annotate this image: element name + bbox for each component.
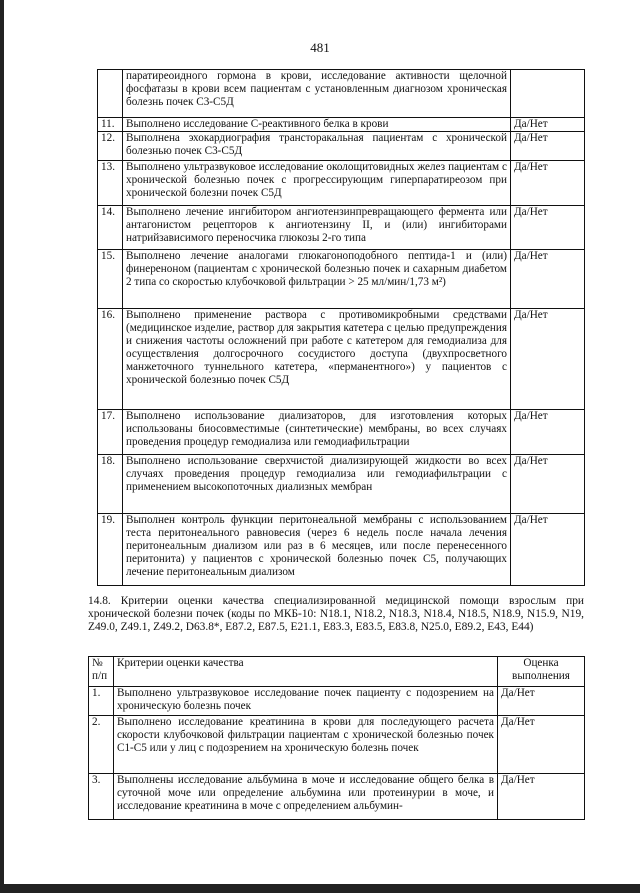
table-row	[89, 774, 585, 820]
criterion-text: паратиреоидного гормона в крови, исследование активности щелочной фосфатазы в крови всем пациентам с установленным диагнозом хроническая болезнь почек С3-С5Д	[123, 70, 511, 118]
criterion-text: Выполнено использование диализаторов, для изготовления которых использованы биосовместимые (синтетические) мембраны, во всех случаях проведения процедур гемодиализа или гемодиафильтрации	[123, 410, 511, 455]
row-number: 17.	[98, 410, 123, 455]
header-number: № п/п	[89, 657, 114, 687]
page-number: 481	[310, 40, 330, 55]
header-answer: Оценка выполнения	[498, 657, 585, 687]
answer-cell: Да/Нет	[511, 118, 585, 132]
criterion-text: Выполнена эхокардиография трансторакальная пациентам с хронической болезнью почек С3-С5Д	[123, 132, 511, 161]
answer-cell: Да/Нет	[511, 206, 585, 250]
row-number	[98, 70, 123, 118]
answer-cell: Да/Нет	[498, 716, 585, 774]
row-number: 15.	[98, 250, 123, 309]
table-row	[98, 250, 585, 309]
row-number: 16.	[98, 309, 123, 410]
criteria-table-continued	[97, 69, 585, 586]
row-number: 2.	[89, 716, 114, 774]
row-number: 1.	[89, 687, 114, 716]
table-row	[98, 455, 585, 514]
answer-cell: Да/Нет	[498, 774, 585, 820]
table-row	[98, 410, 585, 455]
answer-cell: Да/Нет	[511, 455, 585, 514]
answer-cell: Да/Нет	[511, 309, 585, 410]
table-row	[89, 687, 585, 716]
table-row	[98, 118, 585, 132]
criterion-text: Выполнено исследование креатинина в крови для последующего расчета скорости клубочковой фильтрации пациентам с хронической болезнью почек С1-С5 или у лиц с подозрением на хроническую болезнь почек	[114, 716, 498, 774]
table-row	[98, 206, 585, 250]
criterion-text: Выполнено лечение аналогами глюкагоноподобного пептида-1 и (или) финереноном (пациентам с хронической болезнью почек и сахарным диабетом 2 типа со скоростью клубочковой фильтрации > 25 мл/мин/1,73 м²)	[123, 250, 511, 309]
row-number: 14.	[98, 206, 123, 250]
row-number: 12.	[98, 132, 123, 161]
answer-cell: Да/Нет	[511, 410, 585, 455]
table-row	[98, 70, 585, 118]
answer-cell	[511, 70, 585, 118]
criterion-text: Выполнено ультразвуковое исследование почек пациенту с подозрением на хроническую болезнь почек	[114, 687, 498, 716]
answer-cell: Да/Нет	[511, 514, 585, 586]
criterion-text: Выполнено ультразвуковое исследование околощитовидных желез пациентам с хронической болезнью почек с прогрессирующим гиперпаратиреозом при хронической болезни почек С5Д	[123, 161, 511, 206]
section-heading-14-8: 14.8. Критерии оценки качества специализированной медицинской помощи взрослым при хронической болезни почек (коды по МКБ-10: N18.1, N18.2, N18.3, N18.4, N18.5, N18.9, N15.9, N19, Z49.0, Z49.1, Z49.2, D63.8*, E87.2, E87.5, E21.1, E83.3, E83.5, E83.8, N25.0, E89.2, E43, E44)	[88, 595, 584, 633]
criterion-text: Выполнены исследование альбумина в моче и исследование общего белка в суточной моче или определение альбумина или протеинурии в моче, и исследование креатинина в моче с определением альбумин-	[114, 774, 498, 820]
row-number: 18.	[98, 455, 123, 514]
scan-edge-left	[0, 0, 4, 893]
scan-edge-bottom	[0, 884, 640, 893]
table-row	[89, 716, 585, 774]
table-row	[98, 161, 585, 206]
row-number: 13.	[98, 161, 123, 206]
answer-cell: Да/Нет	[511, 132, 585, 161]
criterion-text: Выполнено лечение ингибитором ангиотензинпревращающего фермента или антагонистом рецепторов к ангиотензину II, и (или) ингибиторами натрийзависимого переносчика глюкозы 2-го типа	[123, 206, 511, 250]
table-row	[98, 309, 585, 410]
criterion-text: Выполнено исследование С-реактивного белка в крови	[123, 118, 511, 132]
table-header-row	[89, 657, 585, 687]
answer-cell: Да/Нет	[511, 250, 585, 309]
row-number: 19.	[98, 514, 123, 586]
row-number: 11.	[98, 118, 123, 132]
criterion-text: Выполнено использование сверхчистой диализирующей жидкости во всех случаях проведения процедур гемодиализа или гемодиафильтрации с применением высокопоточных диализных мембран	[123, 455, 511, 514]
criterion-text: Выполнен контроль функции перитонеальной мембраны с использованием теста перитонеального равновесия (через 6 недель после начала лечения перитонеальным диализом или раз в 6 месяцев, или после перенесенного перитонита) у пациентов с хронической болезнью почек С5, получающих лечение перитонеальным диализом	[123, 514, 511, 586]
row-number: 3.	[89, 774, 114, 820]
criteria-table-14-8	[88, 656, 585, 820]
header-criteria: Критерии оценки качества	[114, 657, 498, 687]
answer-cell: Да/Нет	[511, 161, 585, 206]
table-row	[98, 514, 585, 586]
table-row	[98, 132, 585, 161]
criterion-text: Выполнено применение раствора с противомикробными средствами (медицинское изделие, раствор для закрытия катетера с целью предупреждения и снижения частоты осложнений при работе с катетером для гемодиализа для осуществления долгосрочного сосудистого доступа (двухпросветного манжеточного туннельного катетера, «перманентного») у пациентов с хронической болезнью почек С5Д	[123, 309, 511, 410]
answer-cell: Да/Нет	[498, 687, 585, 716]
